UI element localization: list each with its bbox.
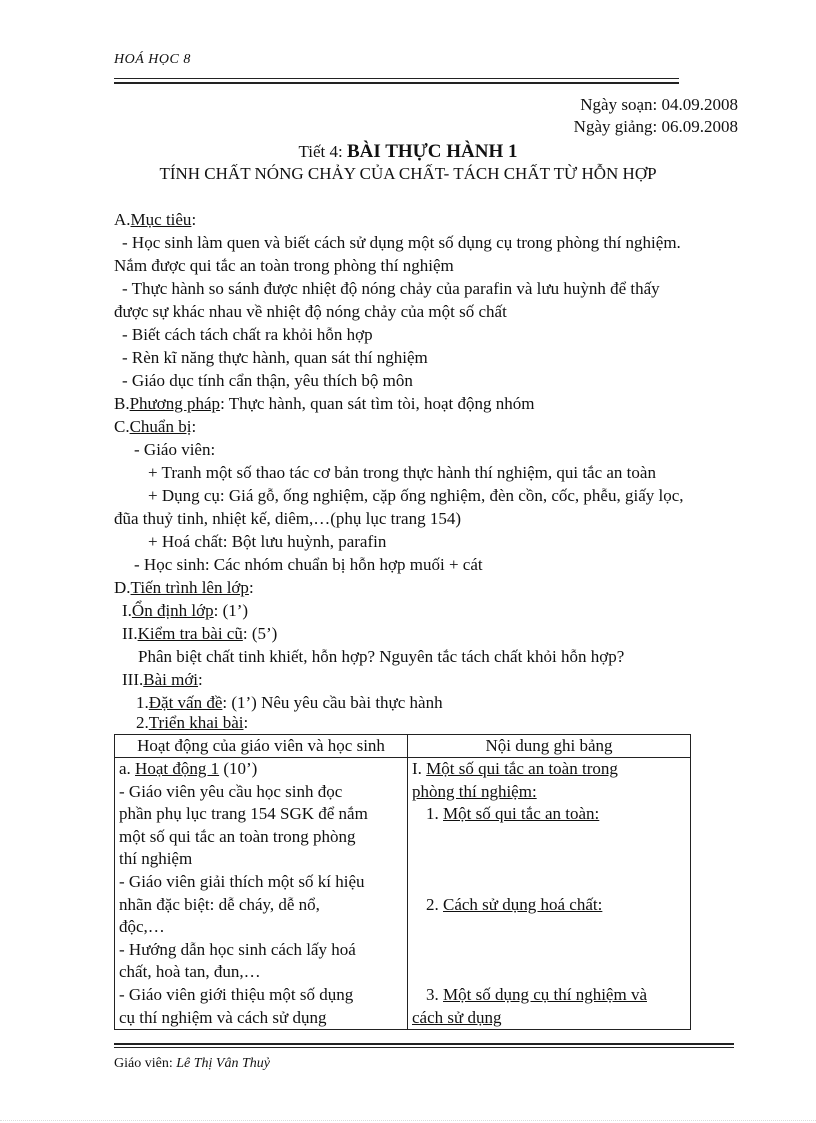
footer-rule-thick bbox=[114, 1043, 734, 1045]
lesson-table bbox=[114, 734, 691, 1030]
section-a-heading: A.Mục tiêu: bbox=[114, 210, 197, 229]
activity-line: - Giáo viên giải thích một số kí hiệu bbox=[119, 871, 365, 891]
step-stabilize: I.Ổn định lớp: (1’) bbox=[122, 601, 249, 620]
table-header: Nội dung ghi bảng bbox=[408, 735, 691, 758]
board-item: 3. Một số dụng cụ thí nghiệm và bbox=[426, 984, 647, 1004]
footer-label: Giáo viên: bbox=[114, 1056, 177, 1071]
activity-line: nhãn đặc biệt: dễ cháy, dễ nổ, bbox=[119, 894, 320, 914]
section-d-title: Tiến trình lên lớp bbox=[130, 578, 249, 597]
preparation-line: + Dụng cụ: Giá gỗ, ống nghiệm, cặp ống nghiệm, đèn cồn, cốc, phễu, giấy lọc, bbox=[148, 486, 684, 505]
table-header-row bbox=[115, 735, 691, 758]
activity-line: - Hướng dẫn học sinh cách lấy hoá bbox=[119, 939, 356, 959]
section-c-title: Chuẩn bị bbox=[129, 417, 192, 436]
activity-line: độc,… bbox=[119, 917, 165, 937]
header-rule-thin bbox=[114, 78, 679, 79]
preparation-line: + Tranh một số thao tác cơ bản trong thực hành thí nghiệm, qui tắc an toàn bbox=[148, 463, 656, 482]
header-rule-thick bbox=[114, 82, 679, 84]
activity-heading: a. Hoạt động 1 (10’) bbox=[119, 759, 258, 778]
activity-line: - Giáo viên yêu cầu học sinh đọc bbox=[119, 781, 343, 801]
objective-line: - Rèn kĩ năng thực hành, quan sát thí nghiệm bbox=[122, 348, 428, 367]
section-c-heading: C.Chuẩn bị: bbox=[114, 417, 197, 436]
section-b-title: Phương pháp bbox=[129, 394, 221, 413]
step-review: II.Kiểm tra bài cũ: (5’) bbox=[122, 624, 278, 643]
objective-line: Nắm được qui tắc an toàn trong phòng thí nghiệm bbox=[114, 256, 454, 275]
preparation-line: - Giáo viên: bbox=[134, 440, 216, 459]
lesson-main-title: BÀI THỰC HÀNH 1 bbox=[347, 141, 518, 162]
lesson-number: Tiết 4: bbox=[298, 142, 343, 161]
board-content-cell bbox=[408, 758, 691, 1030]
step-development: 2.Triển khai bài: bbox=[136, 713, 249, 732]
step-introduction: 1.Đặt vấn đề: (1’) Nêu yêu cầu bài thực hành bbox=[136, 693, 443, 712]
objective-line: - Học sinh làm quen và biết cách sử dụng một số dụng cụ trong phòng thí nghiệm. bbox=[122, 233, 681, 252]
document-footer bbox=[114, 1056, 270, 1072]
activity-line: thí nghiệm bbox=[119, 849, 193, 869]
teacher-activity-cell bbox=[115, 758, 408, 1030]
board-item-cont: cách sử dụng bbox=[412, 1007, 502, 1027]
activity-line: chất, hoà tan, đun,… bbox=[119, 962, 261, 982]
activity-line: một số qui tắc an toàn trong phòng bbox=[119, 826, 356, 846]
objective-line: - Giáo dục tính cẩn thận, yêu thích bộ môn bbox=[122, 371, 413, 390]
document-header: HOÁ HỌC 8 bbox=[114, 52, 191, 67]
step-new-lesson: III.Bài mới: bbox=[122, 670, 203, 689]
board-item: 2. Cách sử dụng hoá chất: bbox=[426, 894, 603, 914]
board-item: 1. Một số qui tắc an toàn: bbox=[426, 804, 600, 824]
review-question: Phân biệt chất tinh khiết, hỗn hợp? Nguyên tắc tách chất khỏi hỗn hợp? bbox=[138, 647, 625, 666]
activity-line: - Giáo viên giới thiệu một số dụng bbox=[119, 984, 354, 1004]
section-a-title: Mục tiêu bbox=[130, 210, 192, 229]
board-heading-cont: phòng thí nghiệm: bbox=[412, 781, 537, 801]
table-row bbox=[115, 758, 691, 1030]
objective-line: - Biết cách tách chất ra khỏi hỗn hợp bbox=[122, 325, 373, 344]
lesson-subtitle: TÍNH CHẤT NÓNG CHẢY CỦA CHẤT- TÁCH CHẤT TỪ HỖN HỢP bbox=[159, 164, 657, 183]
section-d-heading: D.Tiến trình lên lớp: bbox=[114, 578, 254, 597]
page-edge bbox=[0, 1120, 816, 1121]
objective-line: được sự khác nhau về nhiệt độ nóng chảy của một số chất bbox=[114, 302, 507, 321]
footer-rule-thin bbox=[114, 1047, 734, 1048]
table-header: Hoạt động của giáo viên và học sinh bbox=[115, 735, 408, 758]
activity-line: cụ thí nghiệm và cách sử dụng bbox=[119, 1007, 327, 1027]
teacher-name: Lê Thị Vân Thuỷ bbox=[176, 1056, 270, 1071]
section-b-text: : Thực hành, quan sát tìm tòi, hoạt động nhóm bbox=[220, 394, 535, 413]
lesson-title bbox=[0, 141, 816, 163]
section-b-heading: B.Phương pháp: Thực hành, quan sát tìm tòi, hoạt động nhóm bbox=[114, 394, 535, 413]
preparation-line: - Học sinh: Các nhóm chuẩn bị hỗn hợp muối + cát bbox=[134, 555, 483, 574]
preparation-line: đũa thuỷ tinh, nhiệt kế, diêm,…(phụ lục trang 154) bbox=[114, 509, 462, 528]
preparation-line: + Hoá chất: Bột lưu huỳnh, parafin bbox=[148, 532, 387, 551]
objective-line: - Thực hành so sánh được nhiệt độ nóng chảy của parafin và lưu huỳnh để thấy bbox=[122, 279, 660, 298]
board-heading: I. Một số qui tắc an toàn trong bbox=[412, 759, 618, 778]
date-prepared: Ngày soạn: 04.09.2008 bbox=[580, 95, 738, 114]
activity-line: phần phụ lục trang 154 SGK để nắm bbox=[119, 804, 368, 824]
date-taught: Ngày giảng: 06.09.2008 bbox=[573, 117, 738, 136]
